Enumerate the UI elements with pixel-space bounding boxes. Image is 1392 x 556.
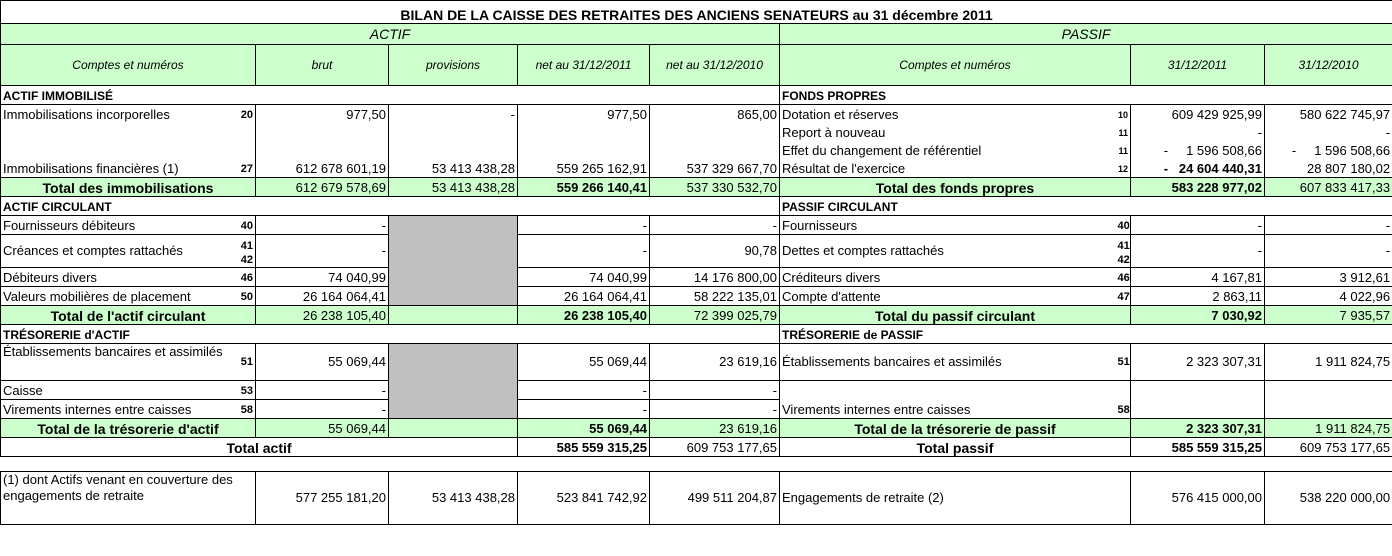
- empty-cell: [389, 419, 518, 438]
- empty-cell: [389, 306, 518, 325]
- account-number: 10: [1116, 105, 1131, 124]
- cell-brut: 26 164 064,41: [256, 287, 389, 306]
- cell-net-2010: 90,78: [650, 235, 780, 268]
- cell-brut: -: [256, 400, 389, 419]
- section-passif-circulant: PASSIF CIRCULANT: [780, 197, 1392, 216]
- empty-cell: [1, 141, 229, 159]
- empty-cell: [229, 123, 256, 141]
- empty-cell: [1131, 381, 1265, 419]
- account-number: 51: [229, 344, 256, 381]
- cell-2011: - 24 604 440,31: [1131, 159, 1265, 178]
- account-number: 58: [1116, 381, 1131, 419]
- cell-2011: 4 167,81: [1131, 268, 1265, 287]
- row-label: Fournisseurs débiteurs: [1, 216, 229, 235]
- account-number: 40: [229, 216, 256, 235]
- col-comptes-passif: Comptes et numéros: [780, 45, 1131, 86]
- row-label: Créditeurs divers: [780, 268, 1116, 287]
- total-passif-label: Total passif: [780, 438, 1131, 457]
- passif-header: PASSIF: [780, 24, 1392, 45]
- empty-cell: [518, 141, 650, 159]
- section-tresorerie-actif: TRÉSORERIE d'ACTIF: [1, 325, 780, 344]
- account-number: 46: [1116, 268, 1131, 287]
- cell-brut: 26 238 105,40: [256, 306, 389, 325]
- cell-brut: 55 069,44: [256, 344, 389, 381]
- account-number: 12: [1116, 159, 1131, 178]
- row-label: Résultat de l'exercice: [780, 159, 1116, 178]
- cell-brut: 55 069,44: [256, 419, 389, 438]
- empty-cell: [650, 123, 780, 141]
- section-fonds-propres: FONDS PROPRES: [780, 86, 1392, 105]
- cell-2011: 2 323 307,31: [1131, 419, 1265, 438]
- footnote-brut: 577 255 181,20: [256, 472, 389, 525]
- empty-cell: [518, 123, 650, 141]
- cell-net-2011: -: [518, 216, 650, 235]
- cell-net-2010: 72 399 025,79: [650, 306, 780, 325]
- row-label: Immobilisations financières (1): [1, 159, 229, 178]
- provisions-greyed: [389, 344, 518, 419]
- row-label: Report à nouveau: [780, 123, 1116, 141]
- account-number: 47: [1116, 287, 1131, 306]
- cell-net-2011: 74 040,99: [518, 268, 650, 287]
- empty-cell: [1265, 381, 1392, 419]
- total-passif-2010: 609 753 177,65: [1265, 438, 1392, 457]
- cell-brut: -: [256, 216, 389, 235]
- footnote-net-2011: 523 841 742,92: [518, 472, 650, 525]
- cell-2010: 28 807 180,02: [1265, 159, 1392, 178]
- cell-2010: 1 911 824,75: [1265, 419, 1392, 438]
- total-passif-2011: 585 559 315,25: [1131, 438, 1265, 457]
- empty-cell: [389, 123, 518, 141]
- account-number-42: 42: [240, 254, 253, 266]
- cell-net-2010: 537 330 532,70: [650, 178, 780, 197]
- cell-net-2010: 537 329 667,70: [650, 159, 780, 178]
- empty-cell: [256, 123, 389, 141]
- col-brut: brut: [256, 45, 389, 86]
- cell-provisions: 53 413 438,28: [389, 159, 518, 178]
- cell-brut: -: [256, 235, 389, 268]
- cell-2011: 609 429 925,99: [1131, 105, 1265, 124]
- total-actif-2011: 585 559 315,25: [518, 438, 650, 457]
- cell-net-2011: 26 164 064,41: [518, 287, 650, 306]
- row-label: Dettes et comptes rattachés: [780, 235, 1116, 268]
- col-provisions: provisions: [389, 45, 518, 86]
- cell-net-2010: 865,00: [650, 105, 780, 124]
- cell-net-2011: -: [518, 235, 650, 268]
- account-number: 46: [229, 268, 256, 287]
- total-passif-circulant-label: Total du passif circulant: [780, 306, 1131, 325]
- cell-net-2011: 559 266 140,41: [518, 178, 650, 197]
- col-passif-2010: 31/12/2010: [1265, 45, 1392, 86]
- page-title: BILAN DE LA CAISSE DES RETRAITES DES ANCIENS SENATEURS au 31 décembre 2011: [1, 1, 1392, 24]
- cell-2010: - 1 596 508,66: [1265, 141, 1392, 159]
- account-number-41: 41: [1117, 240, 1130, 252]
- cell-2011: - 1 596 508,66: [1131, 141, 1265, 159]
- total-tresorerie-actif-label: Total de la trésorerie d'actif: [1, 419, 256, 438]
- section-tresorerie-passif: TRÉSORERIE de PASSIF: [780, 325, 1392, 344]
- cell-2011: 2 863,11: [1131, 287, 1265, 306]
- footnote-engagements-2010: 538 220 000,00: [1265, 472, 1392, 525]
- account-number: 27: [229, 159, 256, 178]
- cell-brut: 74 040,99: [256, 268, 389, 287]
- account-number: 11: [1118, 146, 1128, 156]
- cell-net-2010: -: [650, 216, 780, 235]
- row-label: Caisse: [1, 381, 229, 400]
- col-net-2011: net au 31/12/2011: [518, 45, 650, 86]
- account-number: 50: [229, 287, 256, 306]
- row-label: Virements internes entre caisses: [1, 400, 229, 419]
- cell-brut: 977,50: [256, 105, 389, 124]
- empty-cell: [1, 123, 229, 141]
- empty-cell: [389, 141, 518, 159]
- row-label: Dotation et réserves: [780, 105, 1116, 124]
- cell-2010: 3 912,61: [1265, 268, 1392, 287]
- empty-cell: [229, 141, 256, 159]
- empty-cell: [256, 141, 389, 159]
- cell-net-2011: 55 069,44: [518, 344, 650, 381]
- cell-2011: -: [1131, 235, 1265, 268]
- cell-net-2011: -: [518, 381, 650, 400]
- cell-2011: -: [1131, 123, 1265, 141]
- account-number: 40: [1116, 216, 1131, 235]
- cell-2010: 1 911 824,75: [1265, 344, 1392, 381]
- cell-net-2010: -: [650, 400, 780, 419]
- cell-2011: -: [1131, 216, 1265, 235]
- cell-2010: 4 022,96: [1265, 287, 1392, 306]
- account-number-42: 42: [1117, 254, 1130, 266]
- col-comptes-actif: Comptes et numéros: [1, 45, 256, 86]
- row-label: Valeurs mobilières de placement: [1, 287, 229, 306]
- account-number: 58: [229, 400, 256, 419]
- total-actif-2010: 609 753 177,65: [650, 438, 780, 457]
- account-number: [1116, 235, 1131, 268]
- row-label: Fournisseurs: [780, 216, 1116, 235]
- cell-2010: -: [1265, 216, 1392, 235]
- account-number: 20: [229, 105, 256, 124]
- footnote-engagements-label: Engagements de retraite (2): [780, 472, 1131, 525]
- cell-net-2011: -: [518, 400, 650, 419]
- empty-cell: [650, 141, 780, 159]
- cell-2010: 580 622 745,97: [1265, 105, 1392, 124]
- total-actif-circulant-label: Total de l'actif circulant: [1, 306, 256, 325]
- account-number: 53: [229, 381, 256, 400]
- total-immobilisations-label: Total des immobilisations: [1, 178, 256, 197]
- row-label: Établissements bancaires et assimilés: [780, 344, 1116, 381]
- footnote-label: (1) dont Actifs venant en couverture des engagements de retraite: [1, 472, 256, 525]
- footnote-engagements-2011: 576 415 000,00: [1131, 472, 1265, 525]
- footnote-net-2010: 499 511 204,87: [650, 472, 780, 525]
- section-actif-immobilise: ACTIF IMMOBILISÉ: [1, 86, 780, 105]
- cell-brut: -: [256, 381, 389, 400]
- provisions-greyed: [389, 216, 518, 306]
- cell-net-2010: 23 619,16: [650, 419, 780, 438]
- col-passif-2011: 31/12/2011: [1131, 45, 1265, 86]
- cell-net-2011: 26 238 105,40: [518, 306, 650, 325]
- total-actif-label: Total actif: [1, 438, 518, 457]
- account-number: 51: [1116, 344, 1131, 381]
- cell-net-2010: -: [650, 381, 780, 400]
- account-number: 11: [1118, 128, 1128, 138]
- row-label: Immobilisations incorporelles: [1, 105, 229, 124]
- row-label: Débiteurs divers: [1, 268, 229, 287]
- cell-net-2011: 559 265 162,91: [518, 159, 650, 178]
- cell-2011: 583 228 977,02: [1131, 178, 1265, 197]
- cell-net-2011: 55 069,44: [518, 419, 650, 438]
- footnote-provisions: 53 413 438,28: [389, 472, 518, 525]
- account-number-41: 41: [240, 240, 253, 252]
- cell-2011: 2 323 307,31: [1131, 344, 1265, 381]
- row-label: Virements internes entre caisses: [780, 381, 1116, 419]
- cell-brut: 612 678 601,19: [256, 159, 389, 178]
- col-net-2010: net au 31/12/2010: [650, 45, 780, 86]
- row-label: Compte d'attente: [780, 287, 1116, 306]
- cell-2010: -: [1265, 235, 1392, 268]
- cell-2010: -: [1265, 123, 1392, 141]
- cell-net-2010: 23 619,16: [650, 344, 780, 381]
- cell-provisions: 53 413 438,28: [389, 178, 518, 197]
- total-tresorerie-passif-label: Total de la trésorerie de passif: [780, 419, 1131, 438]
- cell-brut: 612 679 578,69: [256, 178, 389, 197]
- cell-net-2010: 58 222 135,01: [650, 287, 780, 306]
- total-fonds-propres-label: Total des fonds propres: [780, 178, 1131, 197]
- spacer: [1, 457, 1392, 472]
- cell-2010: 607 833 417,33: [1265, 178, 1392, 197]
- cell-2011: 7 030,92: [1131, 306, 1265, 325]
- cell-net-2011: 977,50: [518, 105, 650, 124]
- cell-2010: 7 935,57: [1265, 306, 1392, 325]
- row-label: Créances et comptes rattachés: [1, 235, 229, 268]
- row-label: Effet du changement de référentiel: [780, 141, 1116, 159]
- section-actif-circulant: ACTIF CIRCULANT: [1, 197, 780, 216]
- cell-provisions: -: [389, 105, 518, 124]
- cell-net-2010: 14 176 800,00: [650, 268, 780, 287]
- actif-header: ACTIF: [1, 24, 780, 45]
- row-label: Établissements bancaires et assimilés: [1, 344, 229, 381]
- account-number: [229, 235, 256, 268]
